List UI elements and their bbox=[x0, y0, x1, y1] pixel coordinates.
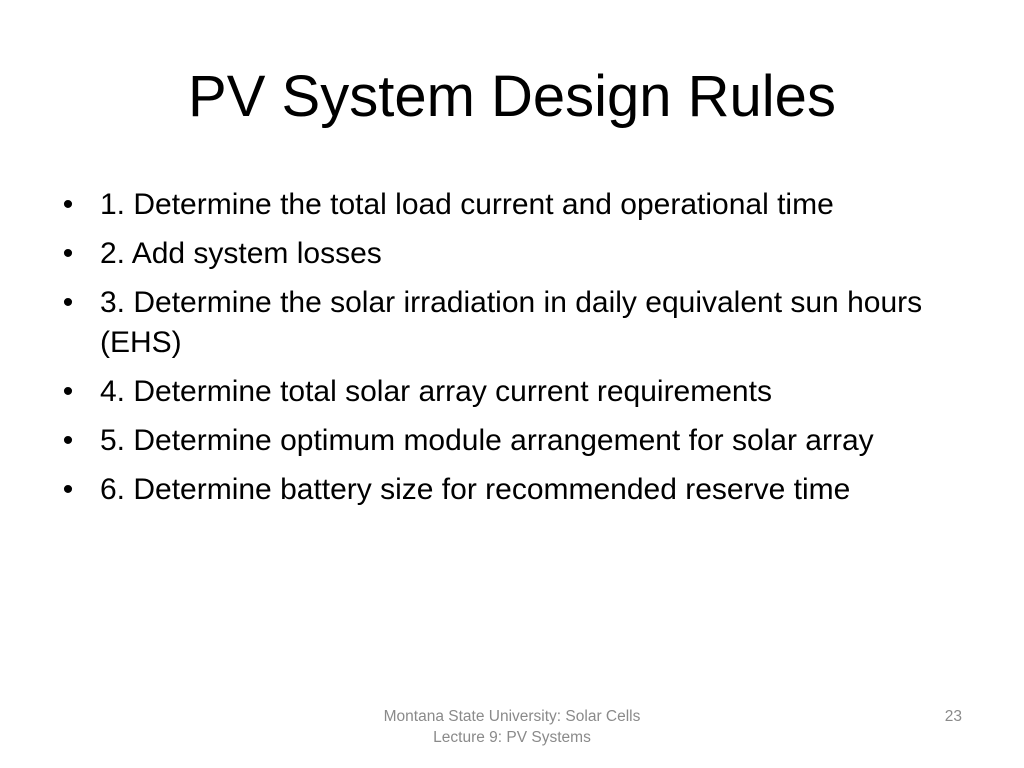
bullet-item bbox=[58, 421, 968, 461]
bullet-list bbox=[58, 185, 968, 519]
bullet-icon: • bbox=[62, 424, 74, 457]
bullet-text: 6. Determine battery size for recommended reserve time bbox=[100, 473, 851, 506]
bullet-item bbox=[58, 470, 968, 510]
bullet-text: 5. Determine optimum module arrangement for solar array bbox=[100, 424, 874, 457]
bullet-text: 3. Determine the solar irradiation in daily equivalent sun hours (EHS) bbox=[100, 286, 923, 359]
bullet-icon: • bbox=[62, 286, 74, 319]
footer-course-title: Montana State University: Solar Cells bbox=[383, 708, 641, 725]
bullet-text: 1. Determine the total load current and operational time bbox=[100, 188, 834, 221]
bullet-item bbox=[58, 283, 968, 363]
footer-lecture-title: Lecture 9: PV Systems bbox=[433, 729, 591, 746]
bullet-icon: • bbox=[62, 375, 74, 408]
slide-number: 23 bbox=[944, 708, 962, 725]
bullet-item bbox=[58, 185, 968, 225]
bullet-icon: • bbox=[62, 188, 74, 221]
bullet-text: 2. Add system losses bbox=[100, 237, 382, 270]
bullet-item bbox=[58, 372, 968, 412]
bullet-icon: • bbox=[62, 473, 74, 506]
bullet-icon: • bbox=[62, 237, 74, 270]
bullet-text: 4. Determine total solar array current requirements bbox=[100, 375, 772, 408]
footer-course-info bbox=[312, 706, 712, 748]
slide-title: PV System Design Rules bbox=[188, 64, 836, 129]
bullet-item bbox=[58, 234, 968, 274]
